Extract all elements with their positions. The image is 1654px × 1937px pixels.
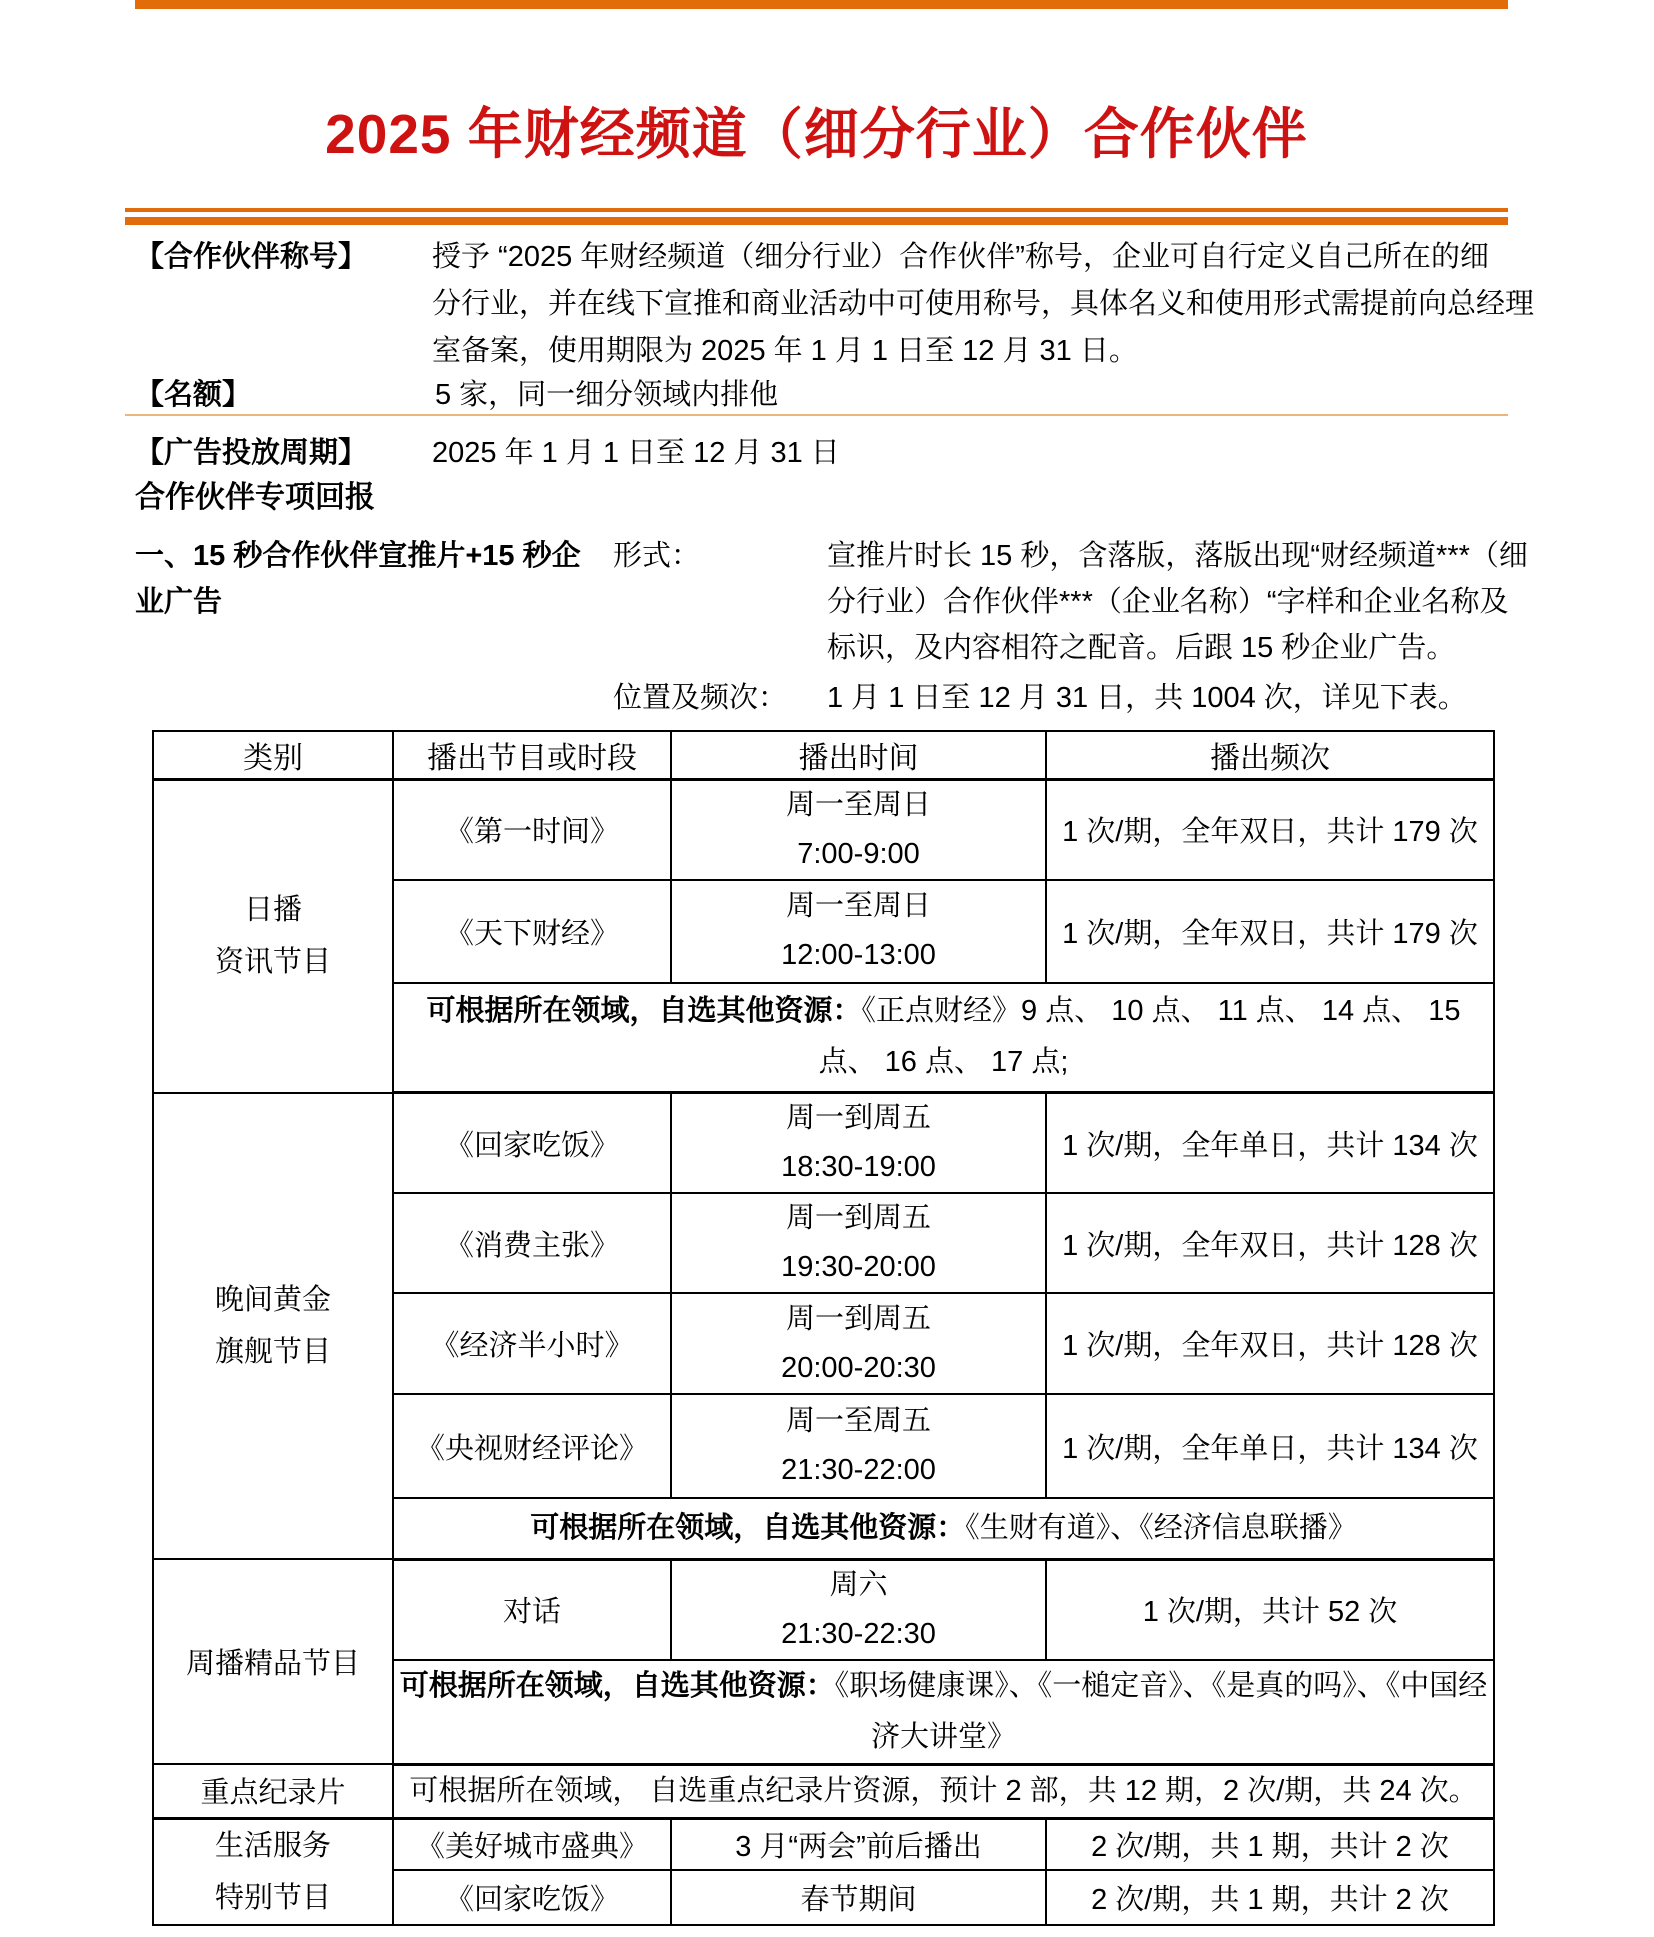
note-cell-daily (393, 983, 1494, 1093)
note-bold-text: 可根据所在领域，自选其他资源： (426, 995, 862, 1028)
frequency-cell: 1 次/期，全年双日，共计 179 次 (1046, 880, 1494, 983)
time-line: 周一至周日 (785, 788, 931, 821)
program-cell: 《天下财经》 (393, 880, 671, 983)
time-line: 20:00-20:30 (781, 1351, 936, 1384)
category-cell-documentary: 重点纪录片 (153, 1764, 393, 1818)
position-frequency-line: 1 月 1 日至 12 月 31 日，共 1004 次，详见下表。 (827, 682, 1467, 714)
frequency-cell: 1 次/期，全年单日，共计 134 次 (1046, 1394, 1494, 1498)
schedule-table (152, 730, 1495, 1926)
table-header-row (153, 731, 1494, 779)
title-divider-thin (125, 208, 1508, 212)
format-label: 形式： (613, 540, 701, 572)
note-cell-documentary: 可根据所在领域， 自选重点纪录片资源，预计 2 部，共 12 期，2 次/期，共 24 次。 (393, 1764, 1494, 1818)
time-cell (671, 1093, 1046, 1194)
position-frequency-value (827, 675, 1497, 721)
program-cell: 《消费主张》 (393, 1193, 671, 1293)
header-program: 播出节目或时段 (393, 731, 671, 779)
time-cell (671, 1394, 1046, 1498)
time-line: 周一到周五 (785, 1202, 931, 1234)
category-line: 资讯节目 (214, 946, 331, 978)
category-line: 生活服务 (214, 1829, 331, 1862)
table-row (153, 1093, 1494, 1194)
program-cell: 《美好城市盛典》 (393, 1818, 671, 1870)
table-row (153, 1764, 1494, 1818)
time-line: 周一到周五 (785, 1102, 931, 1134)
time-line: 7:00-9:00 (797, 837, 920, 870)
header-frequency: 播出频次 (1046, 731, 1494, 779)
frequency-cell: 1 次/期，全年单日，共计 134 次 (1046, 1093, 1494, 1194)
table-row (153, 779, 1494, 880)
table-row (153, 1559, 1494, 1660)
partner-title-paragraph (432, 234, 1535, 375)
frequency-cell: 1 次/期，共计 52 次 (1046, 1559, 1494, 1660)
header-category: 类别 (153, 731, 393, 779)
frequency-cell: 1 次/期，全年双日，共计 179 次 (1046, 779, 1494, 880)
time-cell (671, 1193, 1046, 1293)
time-line: 18:30-19:00 (781, 1151, 936, 1183)
format-text-line: 宣推片时长 15 秒，含落版，落版出现“财经频道***（细 (827, 540, 1528, 572)
time-cell (671, 779, 1046, 880)
subsection-heading (135, 533, 605, 625)
time-line: 周一到周五 (785, 1302, 931, 1335)
time-cell: 3 月“两会”前后播出 (671, 1818, 1046, 1870)
note-cell-weekly (393, 1660, 1494, 1765)
time-line: 19:30-20:00 (781, 1251, 936, 1283)
category-line: 日播 (243, 894, 302, 926)
paragraph-line: 授予 “2025 年财经频道（细分行业）合作伙伴”称号，企业可自行定义自己所在的细 (432, 241, 1489, 273)
category-cell-weekly: 周播精品节目 (153, 1559, 393, 1764)
time-cell: 春节期间 (671, 1870, 1046, 1924)
note-bold-text: 可根据所在领域，自选其他资源： (530, 1511, 966, 1544)
frequency-cell: 1 次/期，全年双日，共计 128 次 (1046, 1193, 1494, 1293)
time-line: 21:30-22:30 (781, 1617, 936, 1650)
page-title: 2025 年财经频道（细分行业）合作伙伴 (325, 103, 1308, 165)
header-time: 播出时间 (671, 731, 1046, 779)
program-cell: 《第一时间》 (393, 779, 671, 880)
quota-value: 5 家，同一细分领域内排他 (435, 379, 779, 411)
time-cell (671, 1559, 1046, 1660)
program-cell: 《回家吃饭》 (393, 1093, 671, 1194)
paragraph-line: 分行业，并在线下宣推和商业活动中可使用称号，具体名义和使用形式需提前向总经理 (432, 288, 1535, 320)
program-cell: 《回家吃饭》 (393, 1870, 671, 1924)
time-line: 12:00-13:00 (781, 939, 936, 971)
note-text: 《职场健康课》、《一槌定音》、《是真的吗》、《中国经济大讲堂》 (834, 1669, 1488, 1753)
category-line: 特别节目 (214, 1881, 331, 1914)
ad-period-label: 【广告投放周期】 (135, 437, 368, 469)
time-line: 周六 (829, 1568, 888, 1601)
note-text: 《生财有道》、《经济信息联播》 (965, 1511, 1357, 1544)
partner-title-label: 【合作伙伴称号】 (135, 241, 368, 273)
category-line: 旗舰节目 (214, 1335, 331, 1368)
format-text (827, 533, 1528, 671)
time-line: 21:30-22:00 (781, 1454, 936, 1486)
table-row (153, 1818, 1494, 1870)
position-frequency-label: 位置及频次： (613, 682, 788, 714)
category-cell-daily (153, 779, 393, 1093)
time-line: 周一至周日 (785, 890, 931, 922)
subsection-heading-line: 一、15 秒合作伙伴宣推片+15 秒企 (135, 540, 581, 572)
program-cell: 《经济半小时》 (393, 1293, 671, 1394)
category-line: 晚间黄金 (214, 1283, 331, 1316)
section-divider-line (125, 414, 1508, 416)
category-cell-life (153, 1818, 393, 1925)
subsection-heading-line: 业广告 (135, 586, 223, 618)
category-cell-evening (153, 1093, 393, 1560)
paragraph-line: 室备案，使用期限为 2025 年 1 月 1 日至 12 月 31 日。 (432, 335, 1138, 367)
time-cell (671, 880, 1046, 983)
note-bold-text: 可根据所在领域，自选其他资源： (399, 1669, 835, 1702)
time-line: 周一至周五 (785, 1405, 931, 1437)
ad-period-value: 2025 年 1 月 1 日至 12 月 31 日 (432, 437, 840, 469)
note-cell-evening (393, 1498, 1494, 1559)
frequency-cell: 2 次/期，共 1 期，共计 2 次 (1046, 1818, 1494, 1870)
section-heading: 合作伙伴专项回报 (135, 481, 375, 514)
format-text-line: 分行业）合作伙伴***（企业名称）“字样和企业名称及 (827, 586, 1509, 618)
top-accent-bar (135, 0, 1508, 9)
title-divider-thick (125, 217, 1508, 225)
format-text-line: 标识，及内容相符之配音。后跟 15 秒企业广告。 (827, 632, 1456, 664)
note-text: 《正点财经》9 点、 10 点、 11 点、 14 点、 15 点、 16 点、 17 点; (818, 995, 1461, 1079)
quota-label: 【名额】 (135, 379, 252, 411)
time-cell (671, 1293, 1046, 1394)
program-cell: 对话 (393, 1559, 671, 1660)
frequency-cell: 1 次/期，全年双日，共计 128 次 (1046, 1293, 1494, 1394)
program-cell: 《央视财经评论》 (393, 1394, 671, 1498)
frequency-cell: 2 次/期，共 1 期，共计 2 次 (1046, 1870, 1494, 1924)
